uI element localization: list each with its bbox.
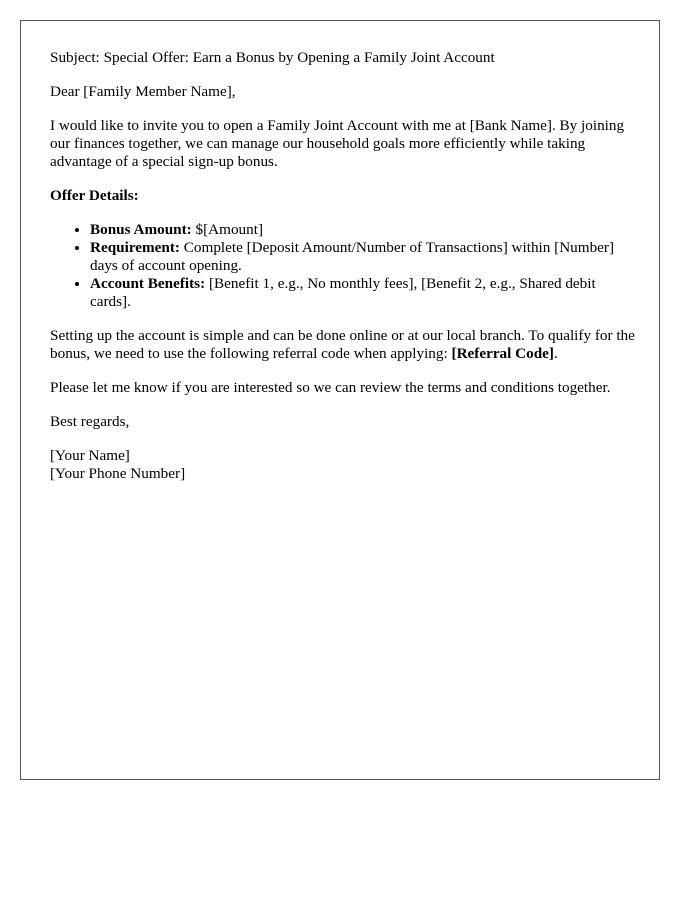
setup-text: Setting up the account is simple and can be done online or at our local branch. To qualify for the bonus, we need to use the following referral code when applying: <box>50 327 635 362</box>
intro-paragraph: I would like to invite you to open a Family Joint Account with me at [Bank Name]. By joining our finances together, we can manage our household goals more efficiently while taking advantage of a special sign-up bonus. <box>50 117 625 170</box>
offer-details-list <box>50 221 640 311</box>
sender-phone: [Your Phone Number] <box>50 465 186 482</box>
setup-paragraph <box>50 327 640 363</box>
subject-line: Subject: Special Offer: Earn a Bonus by Opening a Family Joint Account <box>50 49 495 66</box>
offer-item-label: Requirement: <box>90 239 180 256</box>
referral-code: [Referral Code] <box>451 345 554 362</box>
greeting: Dear [Family Member Name], <box>50 83 236 100</box>
offer-item-text: Complete [Deposit Amount/Number of Transactions] within [Number] days of account opening. <box>90 239 615 274</box>
list-item <box>90 221 640 239</box>
offer-item-text: $[Amount] <box>191 221 264 238</box>
setup-end: . <box>553 345 558 362</box>
sign-off: Best regards, <box>50 413 130 430</box>
list-item <box>90 275 640 311</box>
offer-item-label: Account Benefits: <box>90 275 206 292</box>
closing-request-paragraph: Please let me know if you are interested so we can review the terms and conditions together. <box>50 379 611 396</box>
letter-frame <box>20 20 660 780</box>
offer-item-label: Bonus Amount: <box>90 221 192 238</box>
list-item <box>90 239 640 275</box>
offer-item-text: [Benefit 1, e.g., No monthly fees], [Benefit 2, e.g., Shared debit cards]. <box>90 275 596 310</box>
offer-details-heading: Offer Details: <box>50 187 139 204</box>
letter-body <box>50 49 640 483</box>
sender-name: [Your Name] <box>50 447 130 464</box>
